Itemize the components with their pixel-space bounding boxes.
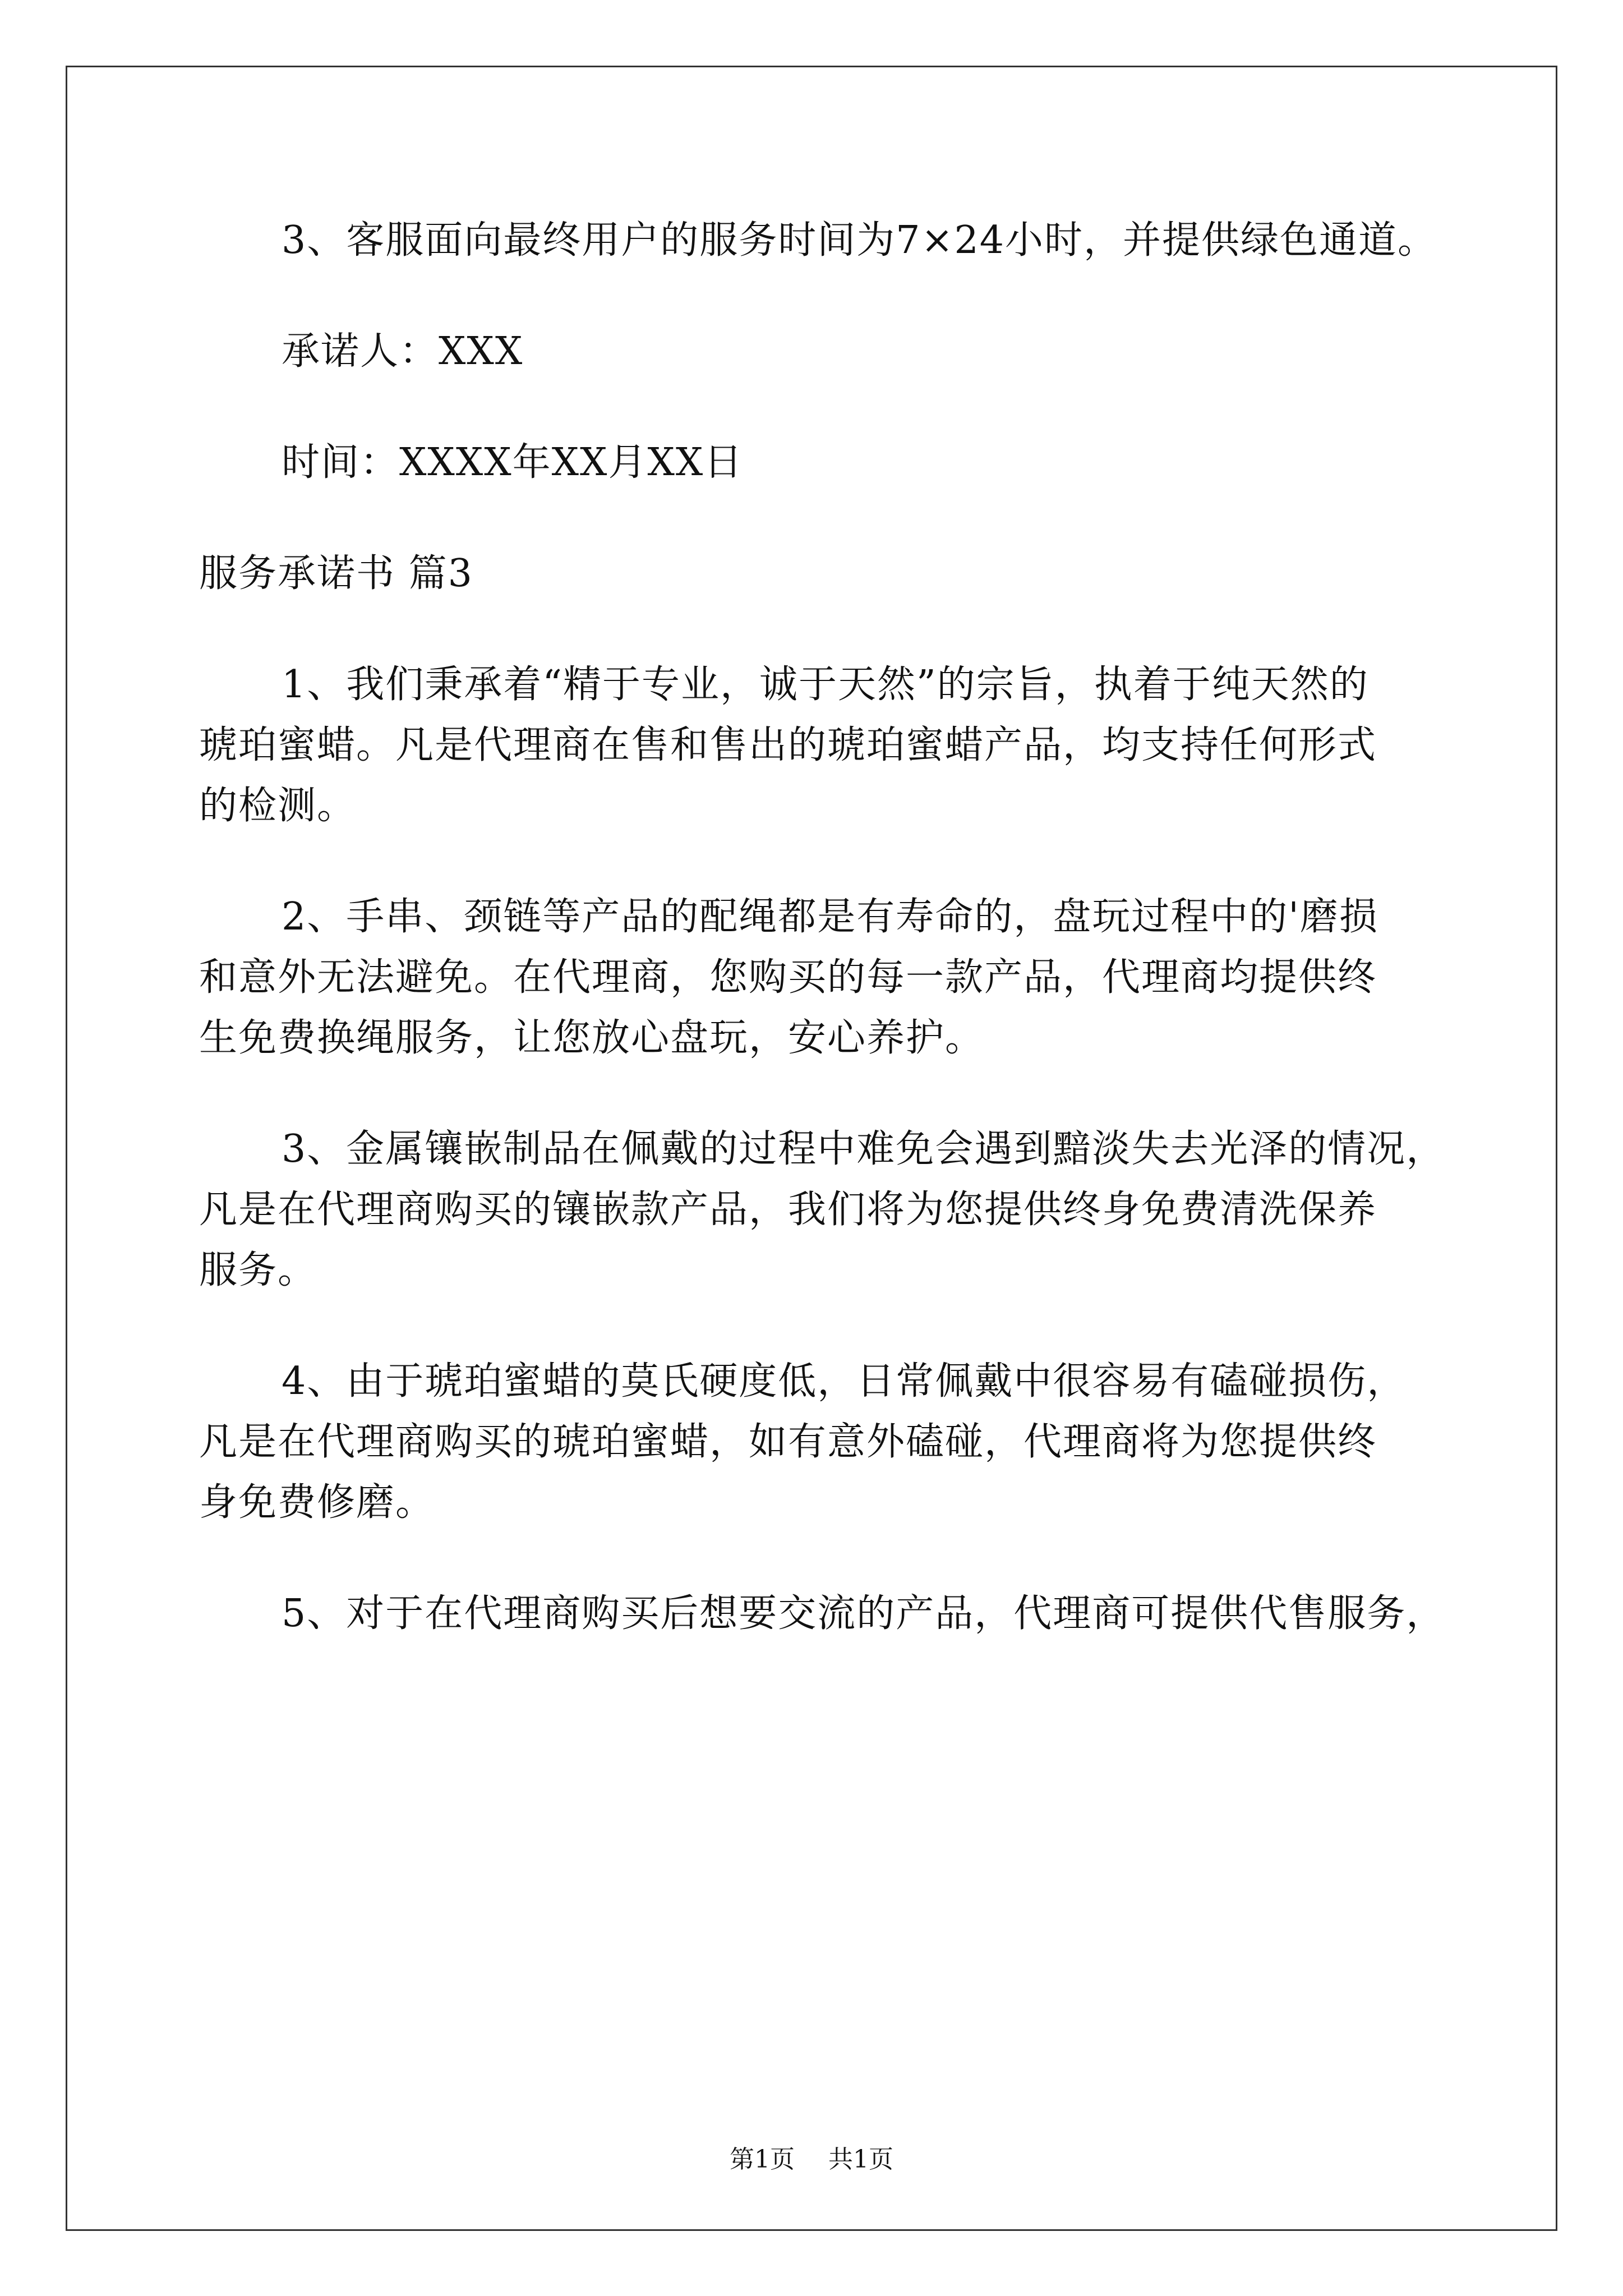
paragraph-line: 琥珀蜜蜡。凡是代理商在售和售出的琥珀蜜蜡产品，均支持任何形式 (199, 723, 1377, 767)
paragraph-line: 的检测。 (199, 784, 357, 828)
signatory-line: 承诺人：XXX (282, 329, 524, 374)
paragraph-line: 3、金属镶嵌制品在佩戴的过程中难免会遇到黯淡失去光泽的情况， (282, 1127, 1446, 1171)
page-number-total: 共1页 (828, 2145, 893, 2174)
paragraph-line: 5、对于在代理商购买后想要交流的产品，代理商可提供代售服务， (282, 1591, 1446, 1636)
paragraph-4 (199, 1351, 1433, 1533)
page-footer (0, 2143, 1623, 2177)
paragraph-3 (199, 1119, 1446, 1301)
paragraph-line: 和意外无法避免。在代理商，您购买的每一款产品，代理商均提供终 (199, 955, 1377, 1000)
paragraph-line: 凡是在代理商购买的琥珀蜜蜡，如有意外磕碰，代理商将为您提供终 (199, 1420, 1377, 1464)
section-title: 服务承诺书 篇3 (199, 551, 473, 596)
paragraph-line: 身免费修磨。 (199, 1480, 435, 1525)
paragraph-line: 凡是在代理商购买的镶嵌款产品，我们将为您提供终身免费清洗保养 (199, 1188, 1377, 1232)
paragraph-line: 4、由于琥珀蜜蜡的莫氏硬度低，日常佩戴中很容易有磕碰损伤， (282, 1359, 1407, 1404)
document-body (199, 210, 1446, 1644)
service-hours-line: 3、客服面向最终用户的服务时间为7×24小时，并提供绿色通道。 (282, 218, 1437, 263)
date-line: 时间：XXXX年XX月XX日 (282, 440, 744, 485)
paragraph-line: 服务。 (199, 1248, 317, 1292)
paragraph-line: 2、手串、颈链等产品的配绳都是有寿命的，盘玩过程中的'磨损 (282, 895, 1378, 939)
page-number-current: 第1页 (730, 2145, 795, 2174)
paragraph-2 (199, 887, 1433, 1069)
paragraph-5 (199, 1584, 1446, 1644)
paragraph-line: 生免费换绳服务，让您放心盘玩，安心养护。 (199, 1016, 985, 1060)
paragraph-1 (199, 655, 1433, 836)
paragraph-line: 1、我们秉承着“精于专业，诚于天然”的宗旨，执着于纯天然的 (282, 662, 1369, 707)
